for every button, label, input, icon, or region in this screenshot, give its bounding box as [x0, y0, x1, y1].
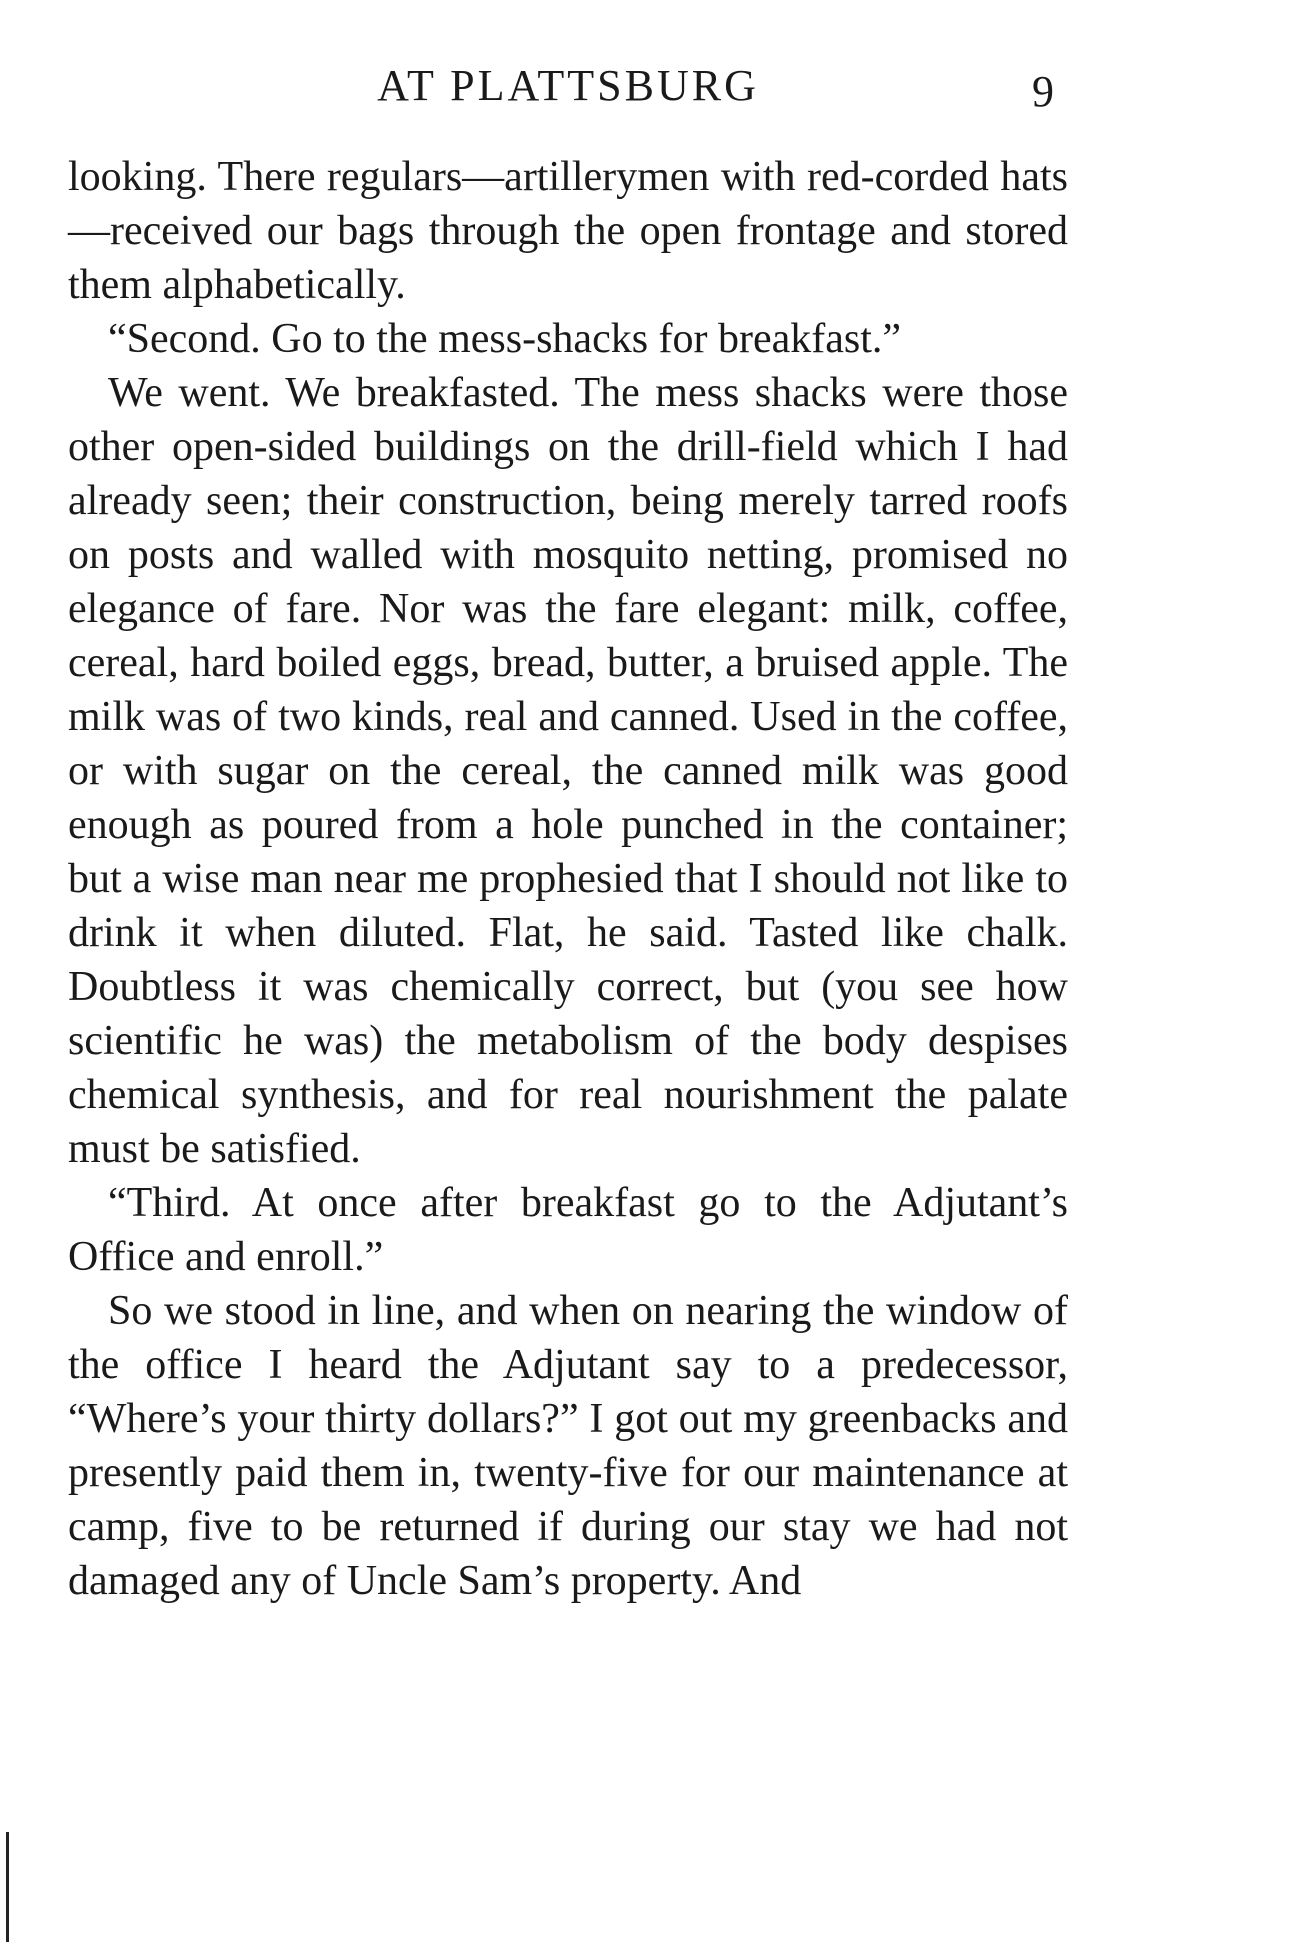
page-header	[68, 56, 1068, 116]
scan-margin-mark	[6, 1832, 9, 1942]
running-head: AT PLATTSBURG	[377, 61, 759, 110]
paragraph: We went. We breakfasted. The mess shacks were those other open-sided buildings on the drill-field which I had already seen; their construction, being merely tarred roofs on posts and walled with mosquito netting, promised no elegance of fare. Nor was the fare elegant: milk, coffee, cereal, hard boiled eggs, bread, butter, a bruised apple. The milk was of two kinds, real and canned. Used in the coffee, or with sugar on the cereal, the canned milk was good enough as poured from a hole punched in the container; but a wise man near me prophesied that I should not like to drink it when diluted. Flat, he said. Tasted like chalk. Doubtless it was chemically correct, but (you see how scientific he was) the metabolism of the body despises chemical synthesis, and for real nourishment the palate must be satisfied.	[68, 370, 1068, 1172]
paragraph: “Third. At once after breakfast go to the Adjutant’s Office and enroll.”	[68, 1180, 1068, 1280]
paragraph: “Second. Go to the mess-shacks for breakfast.”	[108, 316, 902, 362]
body-text	[68, 150, 1068, 1608]
page-number: 9	[1032, 67, 1054, 116]
paragraph: looking. There regulars—artillerymen with red-corded hats—received our bags through the open frontage and stored them alphabetically.	[68, 154, 1068, 308]
paragraph: So we stood in line, and when on nearing the window of the office I heard the Adjutant say to a predecessor, “Where’s your thirty dollars?” I got out my greenbacks and presently paid them in, twenty-five for our maintenance at camp, five to be returned if during our stay we had not damaged any of Uncle Sam’s property. And	[68, 1288, 1068, 1604]
